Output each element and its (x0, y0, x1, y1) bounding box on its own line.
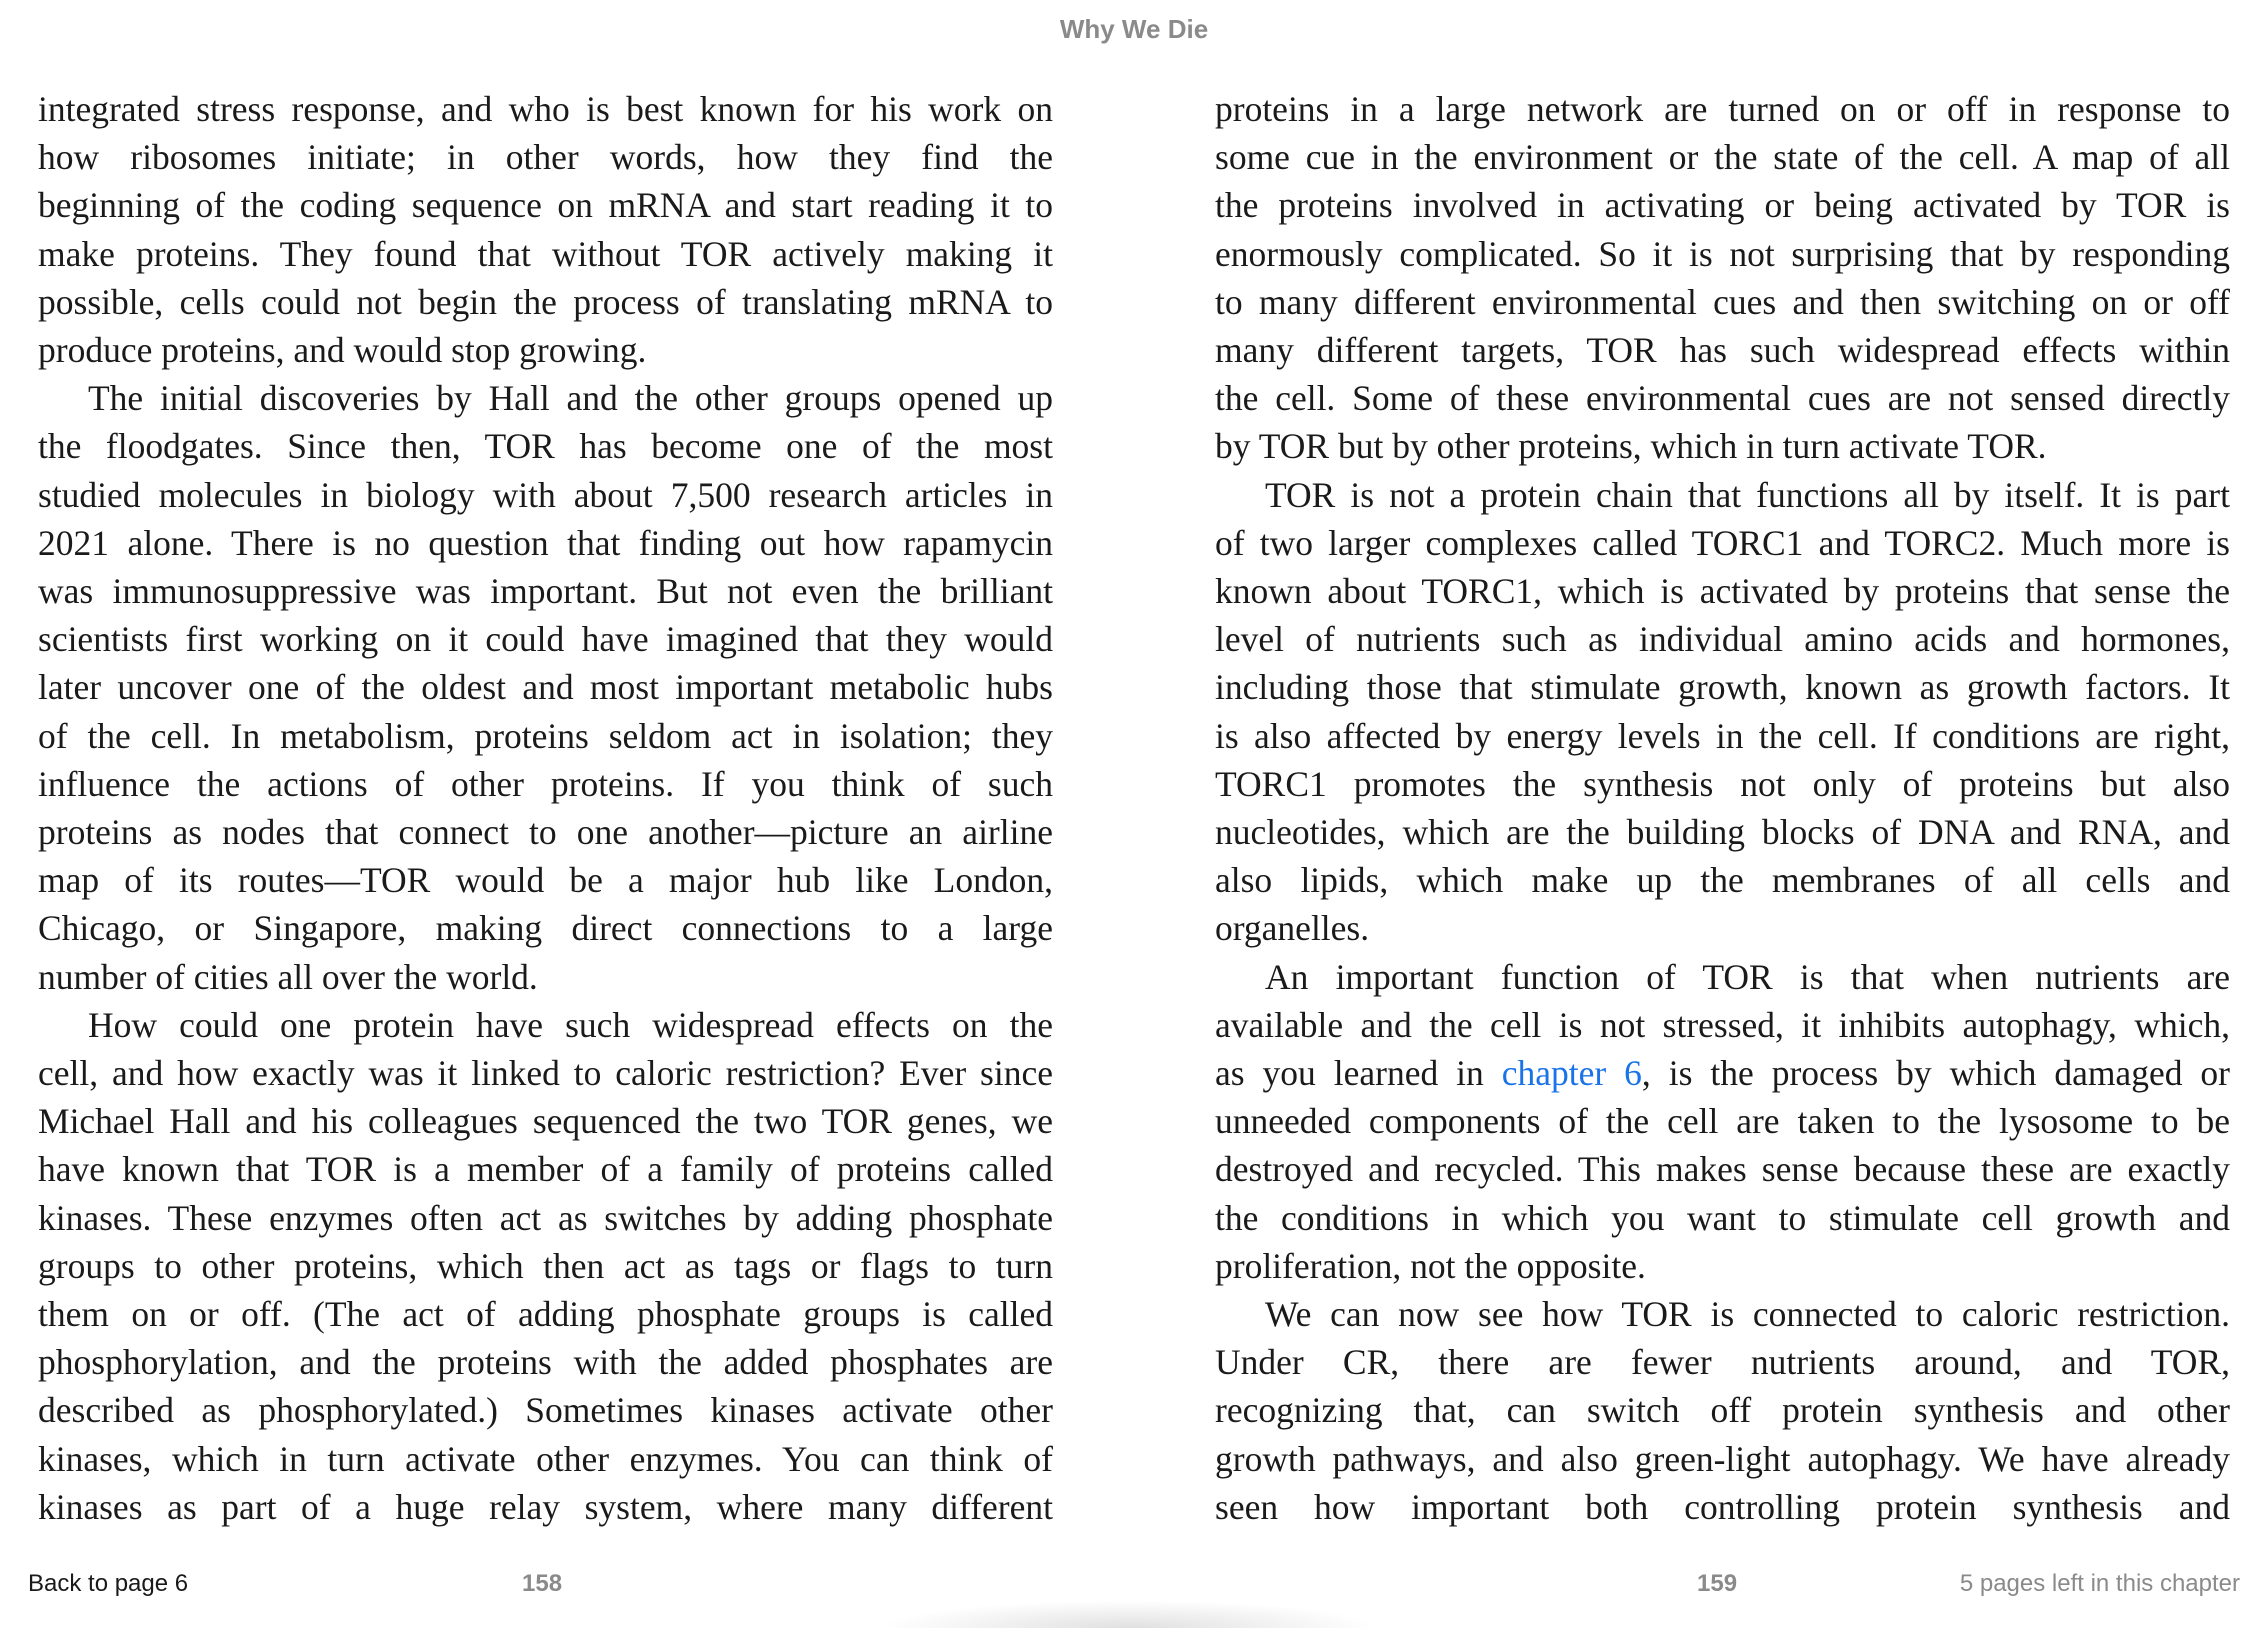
text-line: TOR is not a protein chain that functions all by itself. It is part (1265, 474, 2230, 515)
text-line: proliferation, not the opposite. (1215, 1245, 1646, 1286)
text-line: proteins as nodes that connect to one another—picture an airline (38, 812, 1053, 853)
text-line: to many different environmental cues and then switching on or off (1215, 281, 2230, 322)
text-line: map of its routes—TOR would be a major hub like London, (38, 860, 1053, 901)
page-curl-shadow (880, 1600, 1380, 1628)
text-line: some cue in the environment or the state of the cell. A map of all (1215, 137, 2230, 178)
text-line: Under CR, there are fewer nutrients around, and TOR, (1215, 1342, 2230, 1383)
text-line: the conditions in which you want to stimulate cell growth and (1215, 1197, 2230, 1238)
text-line: described as phosphorylated.) Sometimes kinases activate other (38, 1390, 1053, 1431)
text-line: destroyed and recycled. This makes sense because these are exactly (1215, 1149, 2230, 1190)
paragraph (38, 1001, 1053, 1531)
paragraph (1215, 85, 2230, 471)
text-line: 2021 alone. There is no question that finding out how rapamycin (38, 522, 1053, 563)
text-line: seen how important both controlling protein synthesis and (1215, 1486, 2230, 1527)
text-line: How could one protein have such widespread effects on the (88, 1004, 1053, 1045)
text-line: of two larger complexes called TORC1 and TORC2. Much more is (1215, 522, 2230, 563)
text-line: make proteins. They found that without TOR actively making it (38, 233, 1053, 274)
text-line: Michael Hall and his colleagues sequenced the two TOR genes, we (38, 1101, 1053, 1142)
text-line: scientists first working on it could have imagined that they would (38, 619, 1053, 660)
text-segment: , is the process by which damaged or (1641, 1053, 2230, 1094)
text-line: including those that stimulate growth, known as growth factors. It (1215, 667, 2230, 708)
text-line: the floodgates. Since then, TOR has become one of the most (38, 426, 1053, 467)
chapter-link[interactable]: chapter 6 (1501, 1053, 1642, 1094)
text-line: kinases as part of a huge relay system, where many different (38, 1486, 1053, 1527)
text-line: number of cities all over the world. (38, 956, 538, 997)
right-page-number: 159 (1697, 1570, 1738, 1597)
paragraph (38, 374, 1053, 1001)
text-line: was immunosuppressive was important. But not even the brilliant (38, 571, 1053, 612)
text-line: groups to other proteins, which then act as tags or flags to turn (38, 1245, 1053, 1286)
text-line: integrated stress response, and who is best known for his work on (38, 89, 1053, 129)
text-line: enormously complicated. So it is not surprising that by responding (1215, 233, 2230, 274)
text-line: level of nutrients such as individual amino acids and hormones, (1215, 619, 2230, 660)
text-line: many different targets, TOR has such widespread effects within (1215, 330, 2230, 371)
text-line: studied molecules in biology with about 7,500 research articles in (38, 474, 1053, 515)
text-line: possible, cells could not begin the process of translating mRNA to (38, 281, 1053, 322)
right-page-text (1215, 85, 2230, 1531)
text-line: kinases. These enzymes often act as switches by adding phosphate (38, 1197, 1053, 1238)
text-line (1215, 1049, 2230, 1097)
text-segment: as you learned in (1215, 1053, 1502, 1094)
text-line: have known that TOR is a member of a family of proteins called (38, 1149, 1053, 1190)
paragraph (1215, 953, 2230, 1290)
text-line: how ribosomes initiate; in other words, how they find the (38, 137, 1053, 178)
left-page-number: 158 (522, 1570, 563, 1597)
paragraph (38, 85, 1053, 374)
text-line: recognizing that, can switch off protein synthesis and other (1215, 1390, 2230, 1431)
back-to-page-link[interactable]: Back to page 6 (28, 1570, 189, 1597)
text-line: by TOR but by other proteins, which in turn activate TOR. (1215, 426, 2047, 467)
text-line: Chicago, or Singapore, making direct connections to a large (38, 908, 1053, 949)
text-line: An important function of TOR is that when nutrients are (1265, 956, 2230, 997)
text-line: cell, and how exactly was it linked to caloric restriction? Ever since (38, 1053, 1053, 1094)
text-line: beginning of the coding sequence on mRNA and start reading it to (38, 185, 1053, 226)
text-line: also lipids, which make up the membranes of all cells and (1215, 860, 2230, 901)
text-line: of the cell. In metabolism, proteins seldom act in isolation; they (38, 715, 1053, 756)
pages-left-indicator: 5 pages left in this chapter (1959, 1570, 2240, 1597)
text-line: produce proteins, and would stop growing. (38, 330, 647, 371)
text-line: phosphorylation, and the proteins with the added phosphates are (38, 1342, 1053, 1383)
text-line: the proteins involved in activating or being activated by TOR is (1215, 185, 2230, 226)
paragraph (1215, 1290, 2230, 1531)
text-line: influence the actions of other proteins. If you think of such (38, 763, 1053, 804)
text-line: is also affected by energy levels in the cell. If conditions are right, (1215, 715, 2230, 756)
text-line: proteins in a large network are turned on or off in response to (1215, 89, 2230, 129)
text-line: We can now see how TOR is connected to caloric restriction. (1265, 1294, 2230, 1335)
text-line: The initial discoveries by Hall and the other groups opened up (88, 378, 1053, 419)
text-line: them on or off. (The act of adding phosphate groups is called (38, 1294, 1053, 1335)
text-line: nucleotides, which are the building blocks of DNA and RNA, and (1215, 812, 2230, 853)
left-page-text (38, 85, 1053, 1531)
text-line: kinases, which in turn activate other enzymes. You can think of (38, 1438, 1053, 1479)
text-line: organelles. (1215, 908, 1370, 949)
text-line: later uncover one of the oldest and most important metabolic hubs (38, 667, 1053, 708)
text-line: growth pathways, and also green-light autophagy. We have already (1215, 1438, 2230, 1479)
text-line: TORC1 promotes the synthesis not only of proteins but also (1215, 763, 2230, 804)
text-line: available and the cell is not stressed, it inhibits autophagy, which, (1215, 1004, 2230, 1045)
text-line: known about TORC1, which is activated by proteins that sense the (1215, 571, 2230, 612)
text-line: unneeded components of the cell are taken to the lysosome to be (1215, 1101, 2230, 1142)
text-line: the cell. Some of these environmental cues are not sensed directly (1215, 378, 2230, 419)
paragraph (1215, 471, 2230, 953)
book-title: Why We Die (1059, 14, 1209, 44)
